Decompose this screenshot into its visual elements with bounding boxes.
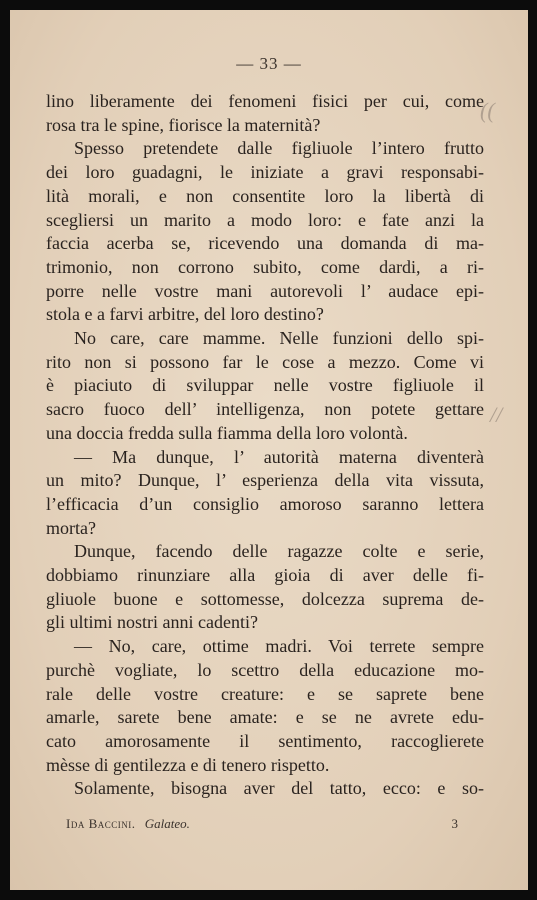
text-line: trimonio, non corrono subito, come dardi, a ri-	[46, 256, 484, 277]
text-line: Solamente, bisogna aver del tatto, ecco: e so-	[74, 778, 484, 799]
page-number: — 33 —	[236, 54, 302, 73]
text-line: scegliersi un marito a modo loro: e fate anzi la	[46, 209, 484, 230]
text-line: dobbiamo rinunziare alla gioia di aver delle fi-	[46, 565, 484, 586]
text-line: rale delle vostre creature: e se saprete bene	[46, 683, 484, 704]
book-page	[10, 10, 528, 890]
text-line: — Ma dunque, l’ autorità materna diventerà	[74, 446, 484, 467]
text-line: cato amorosamente il sentimento, raccoglierete	[46, 730, 484, 751]
text-line: un mito? Dunque, l’ esperienza della vita vissuta,	[46, 470, 484, 491]
body-text	[46, 90, 484, 801]
text-line: una doccia fredda sulla fiamma della loro volontà.	[46, 422, 408, 443]
text-line: mèsse di gentilezza e di tenero rispetto.	[46, 754, 330, 775]
footer-signature-mark: 3	[451, 816, 458, 831]
text-line: morta?	[46, 517, 96, 538]
text-line: gliuole buone e sottomesse, dolcezza suprema de-	[46, 588, 484, 609]
text-line: purchè vogliate, lo scettro della educazione mo-	[46, 659, 484, 680]
text-line: l’efficacia d’un consiglio amoroso saranno lettera	[46, 493, 484, 514]
text-line: faccia acerba se, ricevendo una domanda di ma-	[46, 233, 484, 254]
text-line: Spesso pretendete dalle figliuole l’intero frutto	[74, 138, 484, 159]
page-footer	[66, 816, 458, 832]
text-line: è piaciuto di sviluppar nelle vostre figliuole il	[46, 375, 484, 396]
footer-author: Ida Baccini.	[66, 816, 136, 831]
text-line: stola e a farvi arbitre, del loro destino?	[46, 304, 324, 325]
text-line: sacro fuoco dell’ intelligenza, non potete gettare	[46, 399, 484, 420]
text-line: rito non si possono far le cose a mezzo. Come vi	[46, 351, 484, 372]
text-line: No care, care mamme. Nelle funzioni dello spi-	[74, 328, 484, 349]
text-line: — No, care, ottime madri. Voi terrete sempre	[74, 636, 484, 657]
text-line: lità morali, e non consentite loro la libertà di	[46, 185, 484, 206]
footer-book-title: Galateo.	[144, 816, 190, 831]
text-line: rosa tra le spine, fiorisce la maternità?	[46, 114, 321, 135]
text-line: gli ultimi nostri anni cadenti?	[46, 612, 258, 633]
margin-pencil-mark-middle: //	[490, 402, 503, 427]
margin-pencil-mark-top: ((	[480, 98, 495, 123]
text-line: amarle, sarete bene amate: e se ne avrete edu-	[46, 707, 484, 728]
text-line: lino liberamente dei fenomeni fisici per cui, come	[46, 91, 484, 111]
text-line: Dunque, facendo delle ragazze colte e serie,	[74, 541, 484, 562]
text-line: dei loro guadagni, le iniziate a gravi responsabi-	[46, 162, 484, 183]
text-line: porre nelle vostre mani autorevoli l’ audace epi-	[46, 280, 484, 301]
